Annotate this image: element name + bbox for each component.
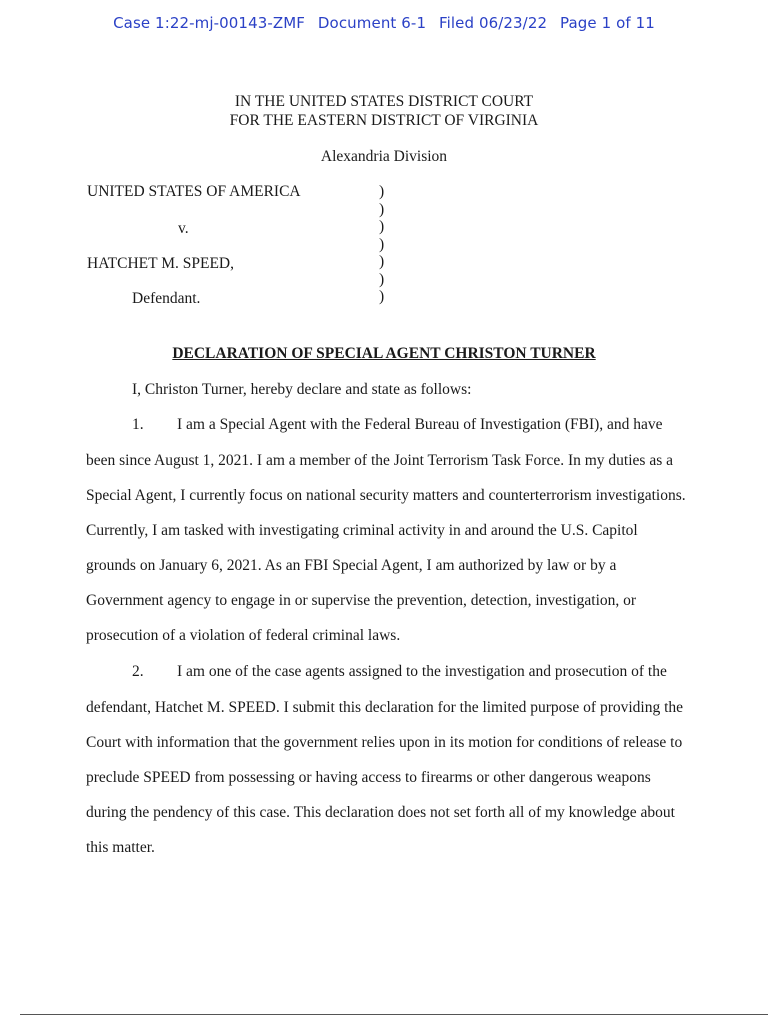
paragraph-1-line: grounds on January 6, 2021. As an FBI Special Agent, I am authorized by law or by a: [86, 557, 617, 574]
caption-paren: ): [379, 253, 385, 270]
caption-paren: ): [379, 235, 385, 253]
paragraph-1-line: Currently, I am tasked with investigating criminal activity in and around the U.S. Capitol: [86, 522, 638, 539]
court-division: Alexandria Division: [320, 148, 448, 165]
caption-paren: ): [379, 288, 385, 305]
filed-date: Filed 06/23/22: [438, 14, 548, 32]
paragraph-2-line: defendant, Hatchet M. SPEED. I submit this declaration for the limited purpose of providing the: [86, 699, 684, 716]
caption-paren: ): [379, 183, 385, 200]
caption-paren: ): [379, 218, 385, 235]
case-number: Case 1:22-mj-00143-ZMF: [113, 14, 306, 32]
document-number: Document 6-1: [317, 14, 427, 32]
caption-plaintiff: UNITED STATES OF AMERICA: [87, 183, 301, 200]
declaration-title: DECLARATION OF SPECIAL AGENT CHRISTON TURNER: [172, 345, 596, 362]
paragraph-2-line: Court with information that the government relies upon in its motion for conditions of release to: [86, 734, 683, 751]
paragraph-1-line: I am a Special Agent with the Federal Bureau of Investigation (FBI), and have: [177, 416, 663, 433]
intro-statement: I, Christon Turner, hereby declare and state as follows:: [132, 381, 472, 398]
paragraph-2-number: 2.: [132, 663, 144, 680]
paragraph-1-line: been since August 1, 2021. I am a member of the Joint Terrorism Task Force. In my duties as a: [86, 452, 673, 469]
caption-parenthesis-column: [379, 183, 384, 306]
caption-defendant: HATCHET M. SPEED,: [87, 255, 234, 272]
paragraph-2-line: during the pendency of this case. This declaration does not set forth all of my knowledge about: [86, 804, 675, 821]
ecf-header-stamp: [0, 14, 768, 32]
court-name-line-1: IN THE UNITED STATES DISTRICT COURT: [234, 93, 534, 110]
caption-defendant-role: Defendant.: [132, 290, 201, 307]
court-name-line-2: FOR THE EASTERN DISTRICT OF VIRGINIA: [229, 112, 539, 129]
page-indicator: Page 1 of 11: [560, 14, 655, 32]
paragraph-2-line: preclude SPEED from possessing or having access to firearms or other dangerous weapons: [86, 769, 651, 786]
caption-paren: ): [379, 200, 385, 218]
paragraph-2-line: I am one of the case agents assigned to the investigation and prosecution of the: [177, 663, 667, 680]
paragraph-1-line: Special Agent, I currently focus on national security matters and counterterrorism investigations.: [86, 487, 686, 504]
caption-versus: v.: [178, 220, 189, 237]
paragraph-1-number: 1.: [132, 416, 144, 433]
caption-paren: ): [379, 270, 385, 288]
page-bottom-rule: [20, 1014, 768, 1015]
paragraph-2-line: this matter.: [86, 839, 155, 856]
paragraph-1-line: prosecution of a violation of federal criminal laws.: [86, 627, 401, 644]
paragraph-1-line: Government agency to engage in or supervise the prevention, detection, investigation, or: [86, 592, 637, 609]
